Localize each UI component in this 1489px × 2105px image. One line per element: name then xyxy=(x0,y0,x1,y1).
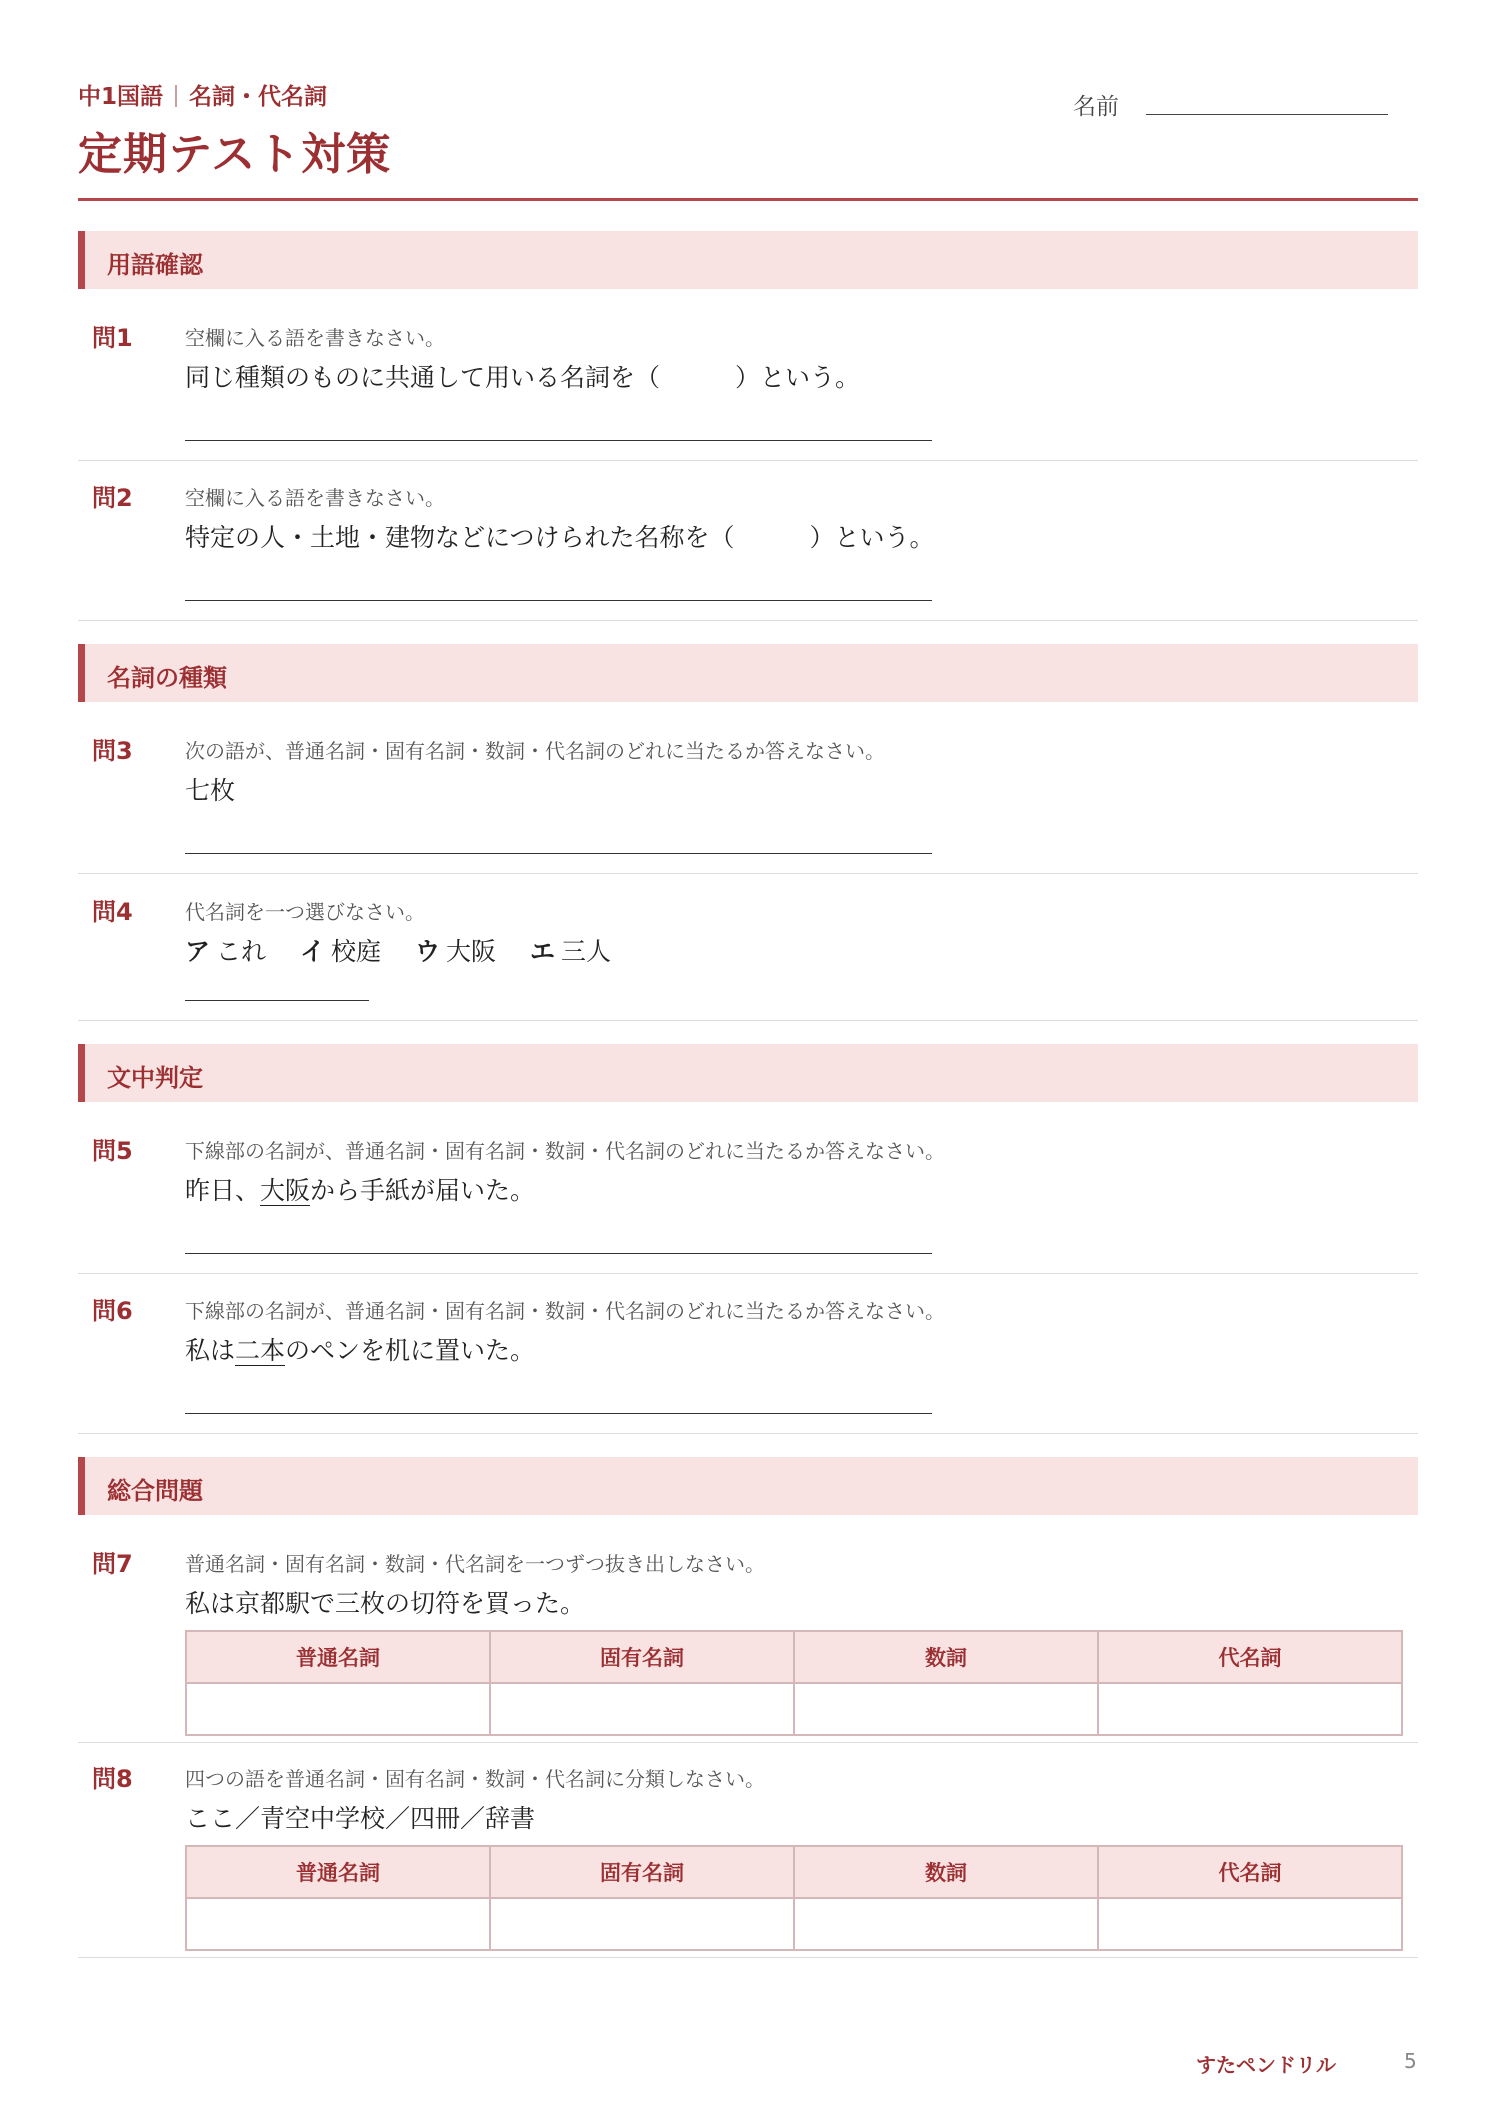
question-text: 同じ種類のものに共通して用いる名詞を（ ）という。 xyxy=(185,363,861,392)
underlined-word: 二本 xyxy=(235,1336,286,1365)
classification-table xyxy=(185,1845,1403,1951)
table-header: 数詞 xyxy=(794,1846,1098,1898)
table-header: 代名詞 xyxy=(1098,1631,1402,1683)
answer-line[interactable] xyxy=(185,853,932,854)
question-number: 問1 xyxy=(92,324,133,352)
question-divider xyxy=(78,1957,1418,1958)
table-header: 普通名詞 xyxy=(186,1846,490,1898)
question-instruction: 下線部の名詞が、普通名詞・固有名詞・数詞・代名詞のどれに当たるか答えなさい。 xyxy=(185,1299,945,1323)
answer-cell[interactable] xyxy=(186,1898,490,1950)
name-field[interactable] xyxy=(1146,114,1388,115)
question-text: 私は京都駅で三枚の切符を買った。 xyxy=(185,1589,586,1618)
question-instruction: 空欄に入る語を書きなさい。 xyxy=(185,326,445,350)
table-header: 固有名詞 xyxy=(490,1631,794,1683)
breadcrumb-separator xyxy=(175,85,177,107)
answer-line[interactable] xyxy=(185,600,932,601)
question-instruction: 下線部の名詞が、普通名詞・固有名詞・数詞・代名詞のどれに当たるか答えなさい。 xyxy=(185,1139,945,1163)
question-divider xyxy=(78,1273,1418,1274)
topic-label: 名詞・代名詞 xyxy=(189,84,328,110)
question-number: 問3 xyxy=(92,737,133,765)
answer-line[interactable] xyxy=(185,1253,932,1254)
section-title: 用語確認 xyxy=(107,251,203,279)
table-header: 固有名詞 xyxy=(490,1846,794,1898)
table-header: 代名詞 xyxy=(1098,1846,1402,1898)
page-title: 定期テスト対策 xyxy=(78,129,392,180)
answer-cell[interactable] xyxy=(186,1683,490,1735)
answer-cell[interactable] xyxy=(794,1683,1098,1735)
answer-line[interactable] xyxy=(185,1000,369,1001)
section-heading xyxy=(78,1044,1418,1102)
section-title: 名詞の種類 xyxy=(107,664,227,692)
question-instruction: 空欄に入る語を書きなさい。 xyxy=(185,486,445,510)
choice-a[interactable]: ア これ xyxy=(185,937,267,966)
table-header: 数詞 xyxy=(794,1631,1098,1683)
choice-i[interactable]: イ 校庭 xyxy=(299,937,382,966)
answer-line[interactable] xyxy=(185,1413,932,1414)
choice-list xyxy=(185,932,637,968)
section-heading xyxy=(78,231,1418,289)
question-divider xyxy=(78,1020,1418,1021)
question-number: 問6 xyxy=(92,1297,133,1325)
subject-breadcrumb xyxy=(78,78,327,111)
choice-u[interactable]: ウ 大阪 xyxy=(414,937,496,966)
choice-e[interactable]: エ 三人 xyxy=(529,937,611,966)
answer-cell[interactable] xyxy=(490,1898,794,1950)
question-number: 問2 xyxy=(92,484,133,512)
name-label: 名前 xyxy=(1073,94,1119,120)
question-instruction: 四つの語を普通名詞・固有名詞・数詞・代名詞に分類しなさい。 xyxy=(185,1767,765,1791)
section-heading xyxy=(78,1457,1418,1515)
question-number: 問4 xyxy=(92,898,133,926)
header-divider xyxy=(78,198,1418,201)
question-instruction: 次の語が、普通名詞・固有名詞・数詞・代名詞のどれに当たるか答えなさい。 xyxy=(185,739,885,763)
page-number: 5 xyxy=(1404,2049,1417,2073)
question-number: 問5 xyxy=(92,1137,133,1165)
subject-label: 中1国語 xyxy=(78,84,164,110)
question-text: 昨日、大阪から手紙が届いた。 xyxy=(185,1176,536,1205)
answer-cell[interactable] xyxy=(794,1898,1098,1950)
answer-cell[interactable] xyxy=(1098,1898,1402,1950)
section-heading xyxy=(78,644,1418,702)
question-instruction: 代名詞を一つ選びなさい。 xyxy=(185,900,425,924)
footer-brand: すたペンドリル xyxy=(1196,2053,1336,2077)
answer-line[interactable] xyxy=(185,440,932,441)
question-text: 私は二本のペンを机に置いた。 xyxy=(185,1336,536,1365)
section-title: 総合問題 xyxy=(107,1477,203,1505)
question-divider xyxy=(78,1433,1418,1434)
underlined-word: 大阪 xyxy=(260,1176,311,1205)
question-number: 問7 xyxy=(92,1550,133,1578)
question-instruction: 普通名詞・固有名詞・数詞・代名詞を一つずつ抜き出しなさい。 xyxy=(185,1552,765,1576)
question-text: ここ／青空中学校／四冊／辞書 xyxy=(185,1804,536,1833)
classification-table xyxy=(185,1630,1403,1736)
question-divider xyxy=(78,460,1418,461)
answer-cell[interactable] xyxy=(490,1683,794,1735)
question-divider xyxy=(78,620,1418,621)
answer-cell[interactable] xyxy=(1098,1683,1402,1735)
question-text: 特定の人・土地・建物などにつけられた名称を（ ）という。 xyxy=(185,523,935,552)
question-number: 問8 xyxy=(92,1765,133,1793)
question-text: 七枚 xyxy=(185,776,236,805)
question-divider xyxy=(78,1742,1418,1743)
table-header: 普通名詞 xyxy=(186,1631,490,1683)
section-title: 文中判定 xyxy=(107,1064,203,1092)
question-divider xyxy=(78,873,1418,874)
